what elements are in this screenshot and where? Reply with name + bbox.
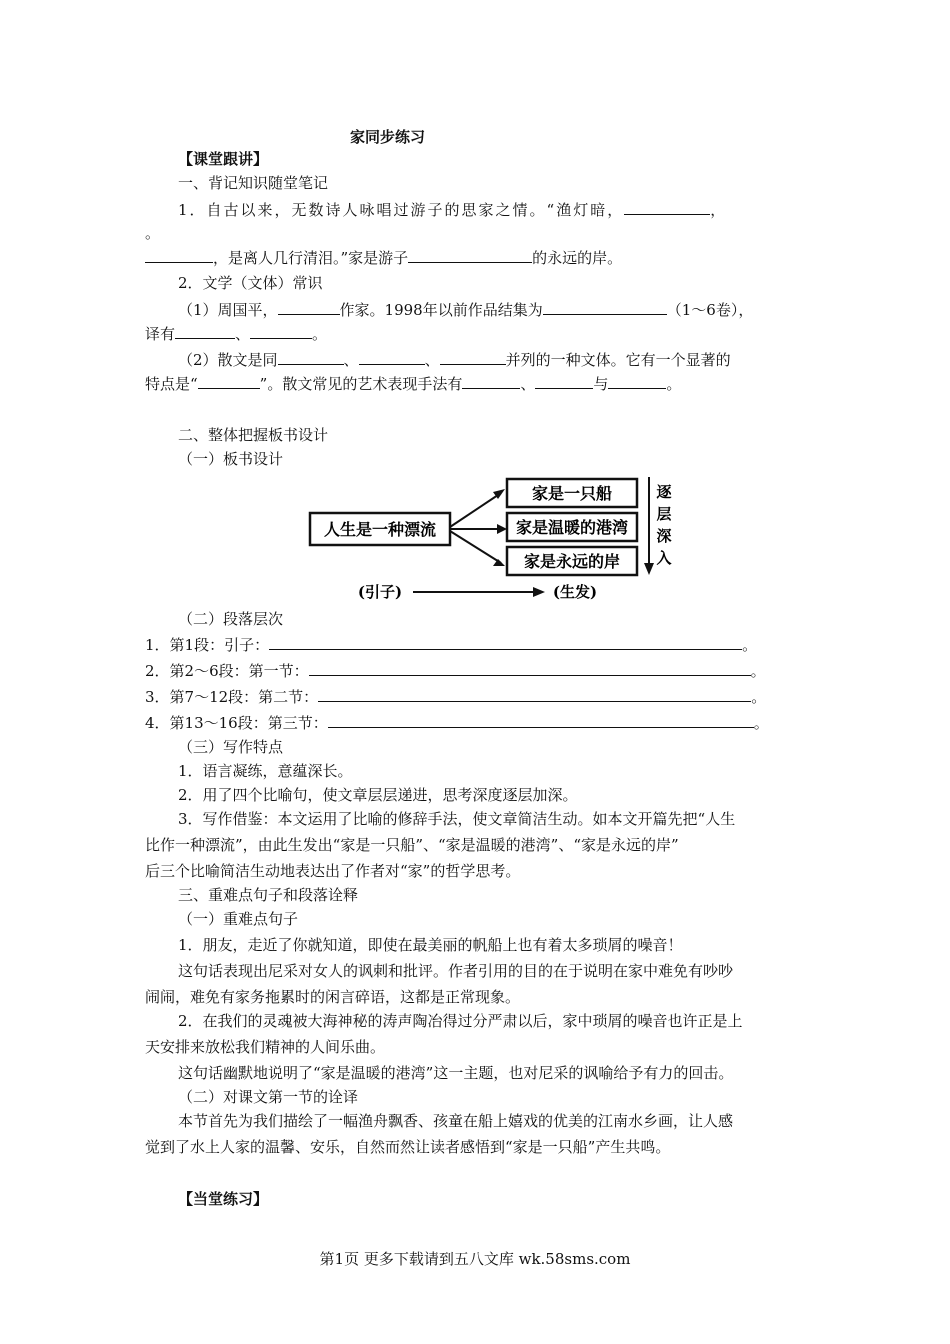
q2-2-text-f: ”。散文常见的艺术表现手法有 [259,375,463,393]
q2-2-text-d: 并列的一种文体。它有一个显著的 [505,351,731,369]
blank[interactable] [543,298,667,315]
diagram-left-label: 人生是一种漂流 [323,520,437,539]
blank[interactable] [624,198,710,215]
q2-heading: 2．文学（文体）常识 [178,274,323,292]
writing-3-line1: 3．写作借鉴：本文运用了比喻的修辞手法，使文章简洁生动。如本文开篇先把“人生 [178,810,736,828]
q2-1-text-b: 作家。1998年以前作品结集为 [339,301,543,319]
sentence-1-explain-line1: 这句话表现出尼采对女人的讽刺和批评。作者引用的目的在于说明在家中难免有吵吵 [178,962,734,980]
q2-1-line1 [178,298,838,321]
writing-3-line2: 比作一种漂流”，由此生发出“家是一只船”、“家是温暖的港湾”、“家是永远的岸” [145,836,679,854]
blank[interactable] [278,298,340,315]
page-title: 家同步练习 [350,128,426,146]
blank[interactable] [198,372,260,389]
diagram-bottom-left: (引子) [357,583,403,601]
part3-sub1: （一）重难点句子 [178,910,299,928]
q2-1-text-e: 、 [235,325,251,343]
q1-line3 [145,246,805,269]
q1-text-a: 1．自古以来，无数诗人咏唱过游子的思家之情。“渔灯暗， [178,201,625,219]
q2-2-text-g: 、 [520,375,536,393]
sentence-2-line1: 2．在我们的灵魂被大海神秘的涛声陶冶得过分严肃以后，家中琐屑的噪音也许正是上 [178,1012,743,1030]
q1-text-e: 的永远的岸。 [532,249,623,267]
diagram-vertical-char-3: 深 [656,527,672,545]
diagram-vertical-char-4: 入 [656,549,672,567]
para-label: 4．第13～16段：第三节： [145,714,328,732]
blank[interactable] [608,372,666,389]
blackboard-diagram [305,475,695,605]
q2-1-text-f: 。 [312,325,328,343]
para-end: 。 [753,714,769,732]
para-label: 2．第2～6段：第一节： [145,662,309,680]
q2-1-line2 [145,322,805,345]
blank[interactable] [440,348,506,365]
para-row-2 [145,660,805,682]
blank[interactable] [278,348,344,365]
diagram-box-2-label: 家是温暖的港湾 [515,518,629,537]
blank[interactable] [359,348,425,365]
para-end: 。 [750,662,766,680]
q1-text-b: ， [710,201,728,219]
blank[interactable] [318,686,751,702]
sentence-2-line2: 天安排来放松我们精神的人间乐曲。 [145,1038,386,1056]
sentence-1-explain-line2: 闹闹，难免有家务拖累时的闲言碎语，这都是正常现象。 [145,988,521,1006]
part2-heading: 二、整体把握板书设计 [178,426,329,444]
part1-heading: 一、背记知识随堂笔记 [178,174,329,192]
part3-sub2: （二）对课文第一节的诠译 [178,1088,359,1106]
q1-text-d: ，是离人几行清泪。”家是游子 [213,249,409,267]
para-end: 。 [742,636,758,654]
diagram-box-1-label: 家是一只船 [531,484,613,503]
q2-2-text-a: （2）散文是同 [178,351,278,369]
blank[interactable] [175,322,235,339]
q2-2-text-b: 、 [343,351,359,369]
q2-1-text-d: 译有 [145,325,176,343]
diagram-bottom-right: (生发) [552,583,598,601]
writing-1: 1．语言凝练，意蕴深长。 [178,762,353,780]
writing-2: 2．用了四个比喻句，使文章层层递进，思考深度逐层加深。 [178,786,578,804]
sentence-1: 1．朋友，走近了你就知道，即使在最美丽的帆船上也有着太多琐屑的噪音！ [178,936,683,954]
q2-1-text-a: （1）周国平， [178,301,278,319]
explain-1-line2: 觉到了水上人家的温馨、安乐，自然而然让读者感悟到“家是一只船”产生共鸣。 [145,1138,671,1156]
part2-sub1: （一）板书设计 [178,450,284,468]
diagram-box-3-label: 家是永远的岸 [523,552,621,571]
para-label: 3．第7～12段：第二节： [145,688,319,706]
explain-1-line1: 本节首先为我们描绘了一幅渔舟飘香、孩童在船上嬉戏的优美的江南水乡画，让人感 [178,1112,734,1130]
section-practice-heading: 【当堂练习】 [178,1190,269,1208]
para-end: 。 [751,688,767,706]
writing-3-line3: 后三个比喻简洁生动地表达出了作者对“家”的哲学思考。 [145,862,521,880]
q2-2-text-e: 特点是“ [145,375,198,393]
sentence-2-explain: 这句话幽默地说明了“家是温暖的港湾”这一主题，也对尼采的讽喻给予有力的回击。 [178,1064,734,1082]
para-row-3 [145,686,805,708]
q2-2-text-h: 与 [593,375,609,393]
blank[interactable] [535,372,593,389]
blank[interactable] [408,246,532,263]
q2-2-line1 [178,348,838,371]
section-classroom-heading: 【课堂跟讲】 [178,150,269,168]
blank[interactable] [309,660,751,676]
q1-line1 [178,198,838,221]
diagram-vertical-char-1: 逐 [656,483,672,501]
part3-heading: 三、重难点句子和段落诠释 [178,886,359,904]
blank[interactable] [269,634,742,650]
q2-1-text-c: （1～6卷）， [666,301,754,319]
blank[interactable] [462,372,520,389]
para-label: 1．第1段：引子： [145,636,270,654]
q1-line2: 。 [145,224,161,242]
part2-sub2: （二）段落层次 [178,610,284,628]
blank[interactable] [250,322,312,339]
part2-sub3: （三）写作特点 [178,738,284,756]
page-footer: 第1页 更多下载请到五八文库 wk.58sms.com [319,1250,631,1268]
para-row-4 [145,712,805,734]
q2-2-line2 [145,372,805,395]
q2-2-text-c: 、 [424,351,440,369]
blank[interactable] [145,246,213,263]
blank[interactable] [328,712,754,728]
para-row-1 [145,634,805,656]
q2-2-text-i: 。 [666,375,682,393]
diagram-vertical-char-2: 层 [656,505,672,523]
